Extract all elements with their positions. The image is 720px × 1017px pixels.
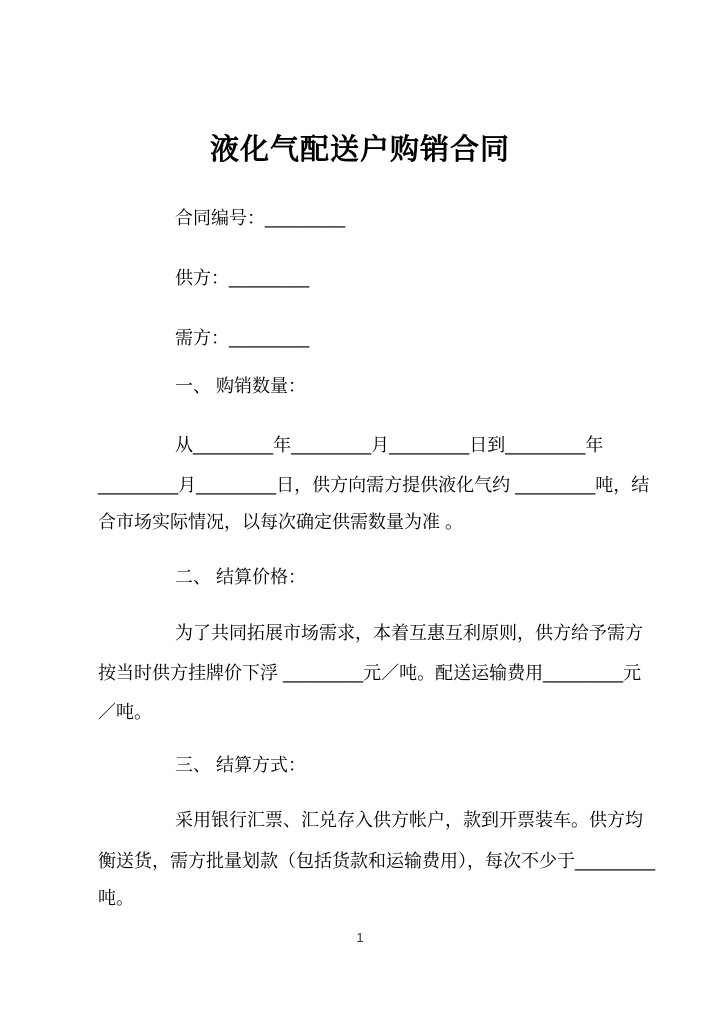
document-title: 液化气配送户购销合同 [209,134,510,166]
page-number: 1 [356,930,364,945]
section-quantity-heading: 一、 购销数量： [175,376,307,396]
demander-label: 需方： [175,328,229,348]
section-payment-heading: 三、 结算方式： [175,755,307,775]
contract-number-blank: ________ [265,208,346,228]
payment-paragraph-line-2: 衡送货，需方批量划款（包括货款和运输费用），每次不少于________ [98,851,656,871]
supplier-blank: ________ [229,268,310,288]
price-paragraph-line-3: ／吨。 [98,702,152,722]
supplier-label: 供方： [175,268,229,288]
price-paragraph-line-1: 为了共同拓展市场需求，本着互惠互利原则，供方给予需方 [175,623,643,643]
price-paragraph-line-2: 按当时供方挂牌价下浮 ________元／吨。配送运输费用________元 [98,663,642,683]
payment-paragraph-line-3: 吨。 [98,888,134,908]
quantity-paragraph-line-1: 从________年________月________日到________年 [175,435,604,455]
demander-field [175,325,309,351]
quantity-paragraph-line-2: ________月________日，供方向需方提供液化气约 ________吨，结 [98,475,650,495]
section-price-heading: 二、 结算价格： [175,567,307,587]
demander-blank: ________ [229,328,310,348]
contract-number-label: 合同编号： [175,208,265,228]
contract-number-field [175,205,345,231]
payment-paragraph-line-1: 采用银行汇票、汇兑存入供方帐户，款到开票装车。供方均 [175,810,643,830]
quantity-paragraph-line-3: 合市场实际情况，以每次确定供需数量为准 。 [98,512,463,532]
supplier-field [175,265,309,291]
